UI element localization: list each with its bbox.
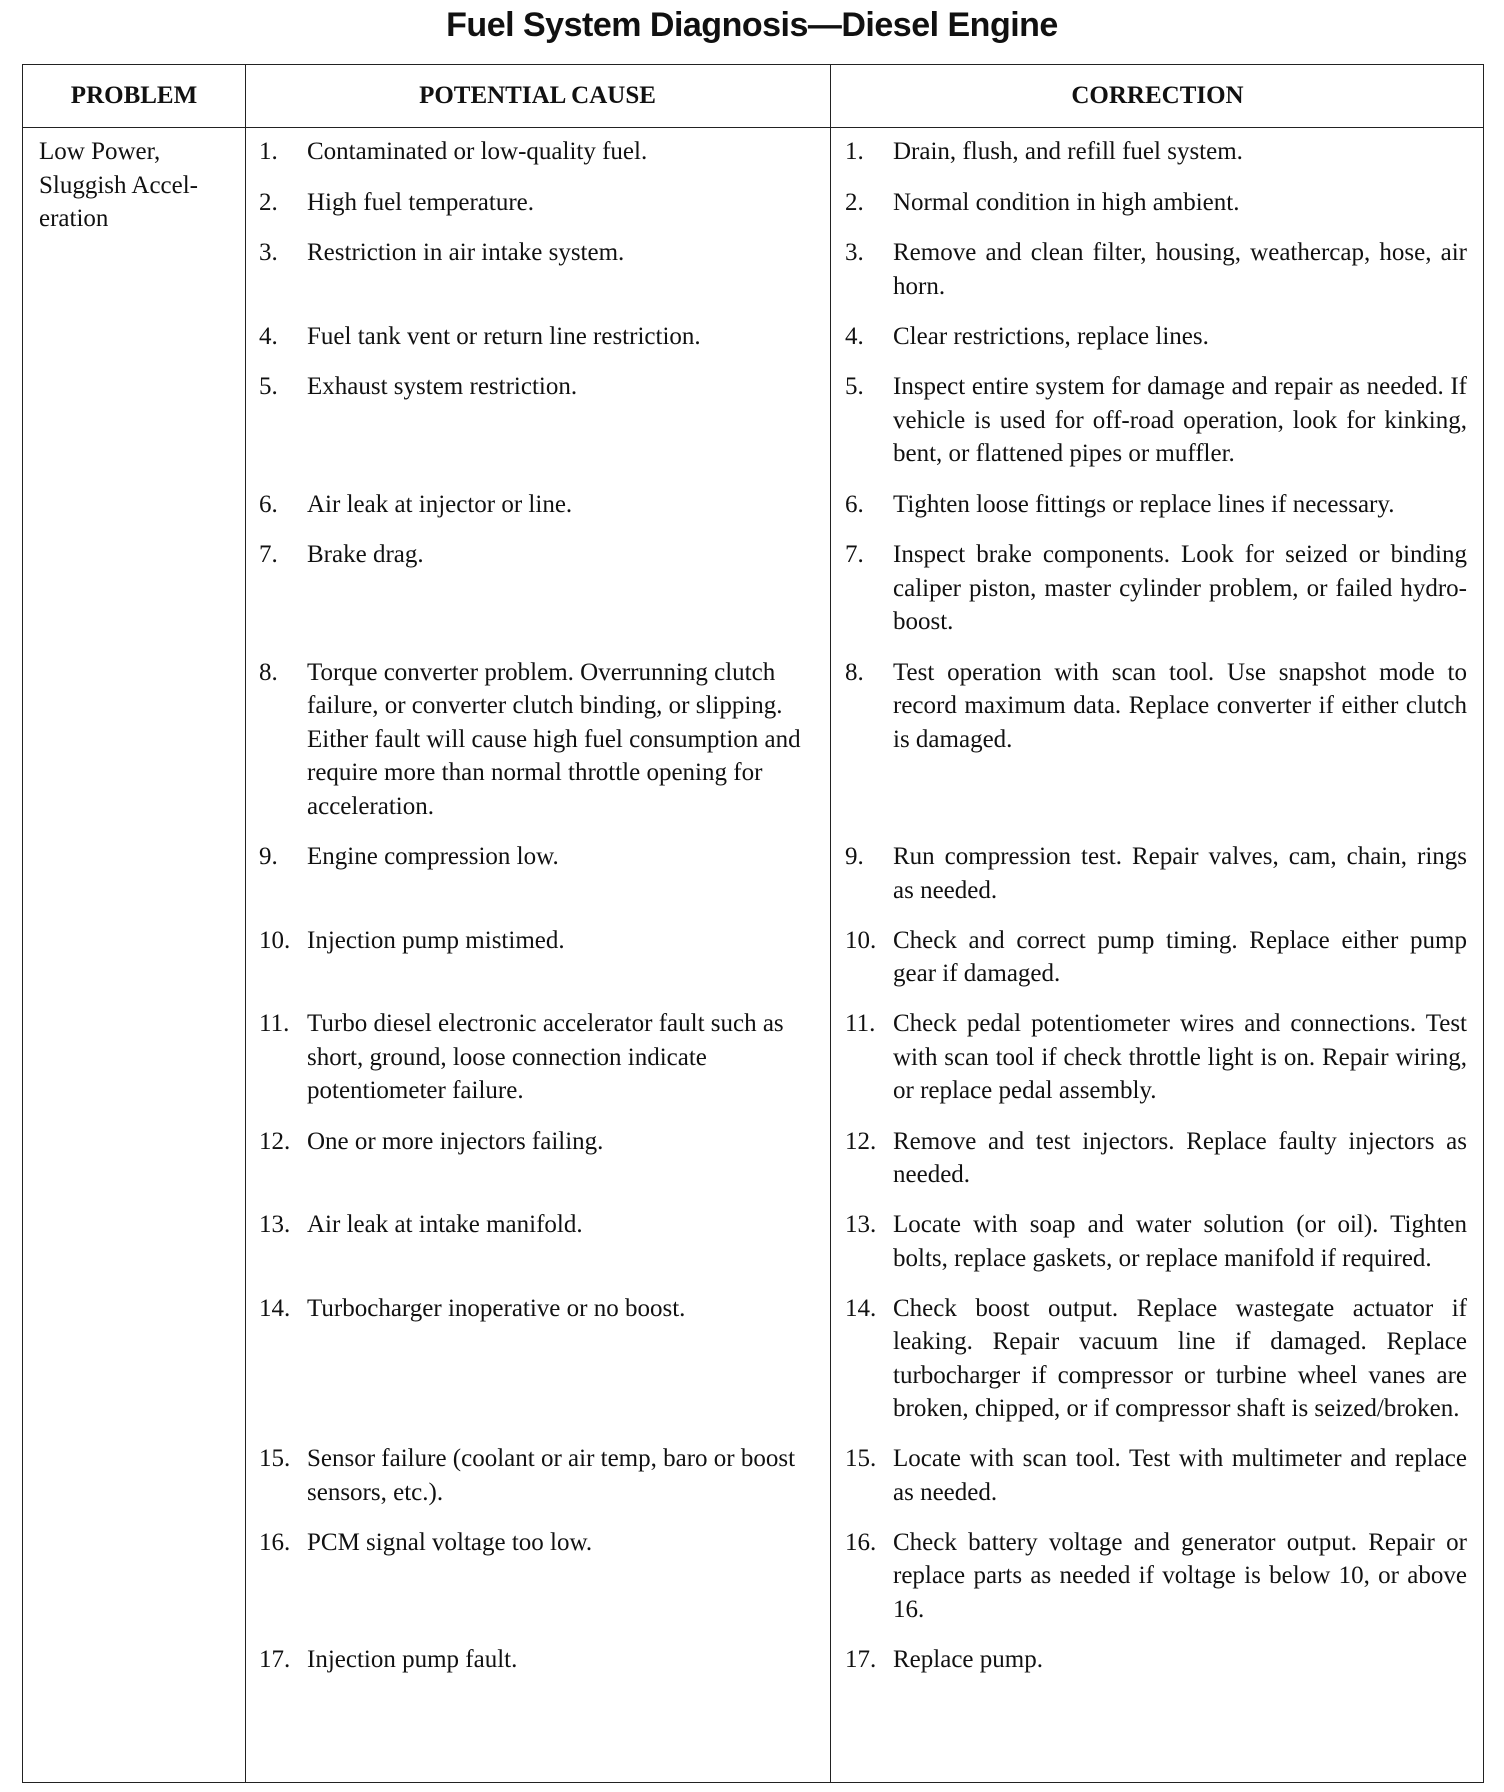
correction-item xyxy=(845,488,1467,522)
correction-number: 8. xyxy=(845,658,864,686)
cause-item xyxy=(259,1208,815,1275)
correction-item xyxy=(845,236,1467,303)
correction-text: Normal condition in high ambient. xyxy=(893,188,1240,216)
correction-text: Clear restrictions, replace lines. xyxy=(893,322,1209,350)
header-divider xyxy=(23,127,1483,128)
correction-number: 11. xyxy=(845,1010,876,1037)
correction-text: Tighten loose fittings or replace lines if necessary. xyxy=(893,490,1395,518)
cause-item xyxy=(259,840,815,907)
cause-number: 15. xyxy=(259,1445,291,1472)
correction-item xyxy=(845,370,1467,471)
cause-item xyxy=(259,1125,815,1192)
cause-text: Air leak at injector or line. xyxy=(307,490,573,518)
correction-text: Remove and test injectors. Replace faulty injectors as needed. xyxy=(893,1127,1467,1189)
cause-item xyxy=(259,186,815,220)
cause-item xyxy=(259,924,815,991)
cause-text: Restriction in air intake system. xyxy=(307,239,625,266)
corrections-column xyxy=(845,135,1467,1694)
diagnosis-table xyxy=(22,64,1484,1783)
cause-number: 8. xyxy=(259,658,278,686)
cause-number: 6. xyxy=(259,490,278,518)
cause-text: Air leak at intake manifold. xyxy=(307,1211,583,1238)
correction-number: 7. xyxy=(845,541,864,568)
correction-text: Inspect entire system for damage and repair as needed. If vehicle is used for off-road operation, look for kinking, bent, or flattened pipes or muffler. xyxy=(893,373,1467,468)
correction-text: Run compression test. Repair valves, cam, chain, rings as needed. xyxy=(893,843,1467,904)
cause-number: 12. xyxy=(259,1127,291,1155)
cause-text: Injection pump fault. xyxy=(307,1646,518,1673)
correction-number: 13. xyxy=(845,1211,877,1238)
cause-item xyxy=(259,538,815,639)
correction-text: Check and correct pump timing. Replace either pump gear if damaged. xyxy=(893,926,1467,988)
header-potential-cause: POTENTIAL CAUSE xyxy=(419,82,656,109)
cause-text: Fuel tank vent or return line restriction. xyxy=(307,322,701,350)
cause-text: PCM signal voltage too low. xyxy=(307,1528,593,1556)
correction-item xyxy=(845,1526,1467,1627)
header-correction: CORRECTION xyxy=(1071,82,1244,109)
cause-number: 10. xyxy=(259,926,291,954)
correction-item xyxy=(845,186,1467,220)
correction-text: Remove and clean filter, housing, weathercap, hose, air horn. xyxy=(893,239,1467,300)
page-title: Fuel System Diagnosis—Diesel Engine xyxy=(446,6,1058,44)
correction-item xyxy=(845,135,1467,169)
cause-item xyxy=(259,236,815,303)
cause-text: Turbo diesel electronic accelerator fault such as short, ground, loose connection indicate potentiometer failure. xyxy=(307,1010,784,1105)
cause-number: 2. xyxy=(259,188,278,216)
cause-number: 17. xyxy=(259,1646,291,1673)
cause-text: Exhaust system restriction. xyxy=(307,373,578,400)
correction-item xyxy=(845,1007,1467,1108)
correction-item xyxy=(845,656,1467,824)
cause-text: Contaminated or low-quality fuel. xyxy=(307,138,648,165)
header-problem: PROBLEM xyxy=(70,82,198,109)
cause-text: High fuel temperature. xyxy=(307,188,534,216)
correction-number: 12. xyxy=(845,1127,877,1155)
correction-number: 6. xyxy=(845,490,864,518)
correction-number: 10. xyxy=(845,926,877,954)
cause-number: 13. xyxy=(259,1211,291,1238)
cause-text: Turbocharger inoperative or no boost. xyxy=(307,1294,686,1322)
correction-item xyxy=(845,1208,1467,1275)
cause-item xyxy=(259,1643,815,1677)
cause-text: Sensor failure (coolant or air temp, baro or boost sensors, etc.). xyxy=(307,1445,796,1506)
correction-text: Replace pump. xyxy=(893,1646,1043,1673)
correction-number: 3. xyxy=(845,239,864,266)
correction-item xyxy=(845,1125,1467,1192)
cause-item xyxy=(259,1292,815,1426)
correction-number: 17. xyxy=(845,1646,877,1673)
cause-number: 3. xyxy=(259,239,278,266)
cause-item xyxy=(259,656,815,824)
cause-item xyxy=(259,320,815,354)
correction-item xyxy=(845,840,1467,907)
cause-number: 9. xyxy=(259,843,278,870)
correction-number: 2. xyxy=(845,188,864,216)
correction-number: 1. xyxy=(845,138,864,165)
correction-text: Inspect brake components. Look for seized or binding caliper piston, master cylinder problem, or failed hydro-boost. xyxy=(893,541,1467,636)
correction-item xyxy=(845,924,1467,991)
correction-number: 16. xyxy=(845,1528,877,1556)
causes-column xyxy=(259,135,815,1694)
cause-text: One or more injectors failing. xyxy=(307,1127,604,1155)
correction-number: 4. xyxy=(845,322,864,350)
correction-number: 5. xyxy=(845,373,864,400)
cause-text: Torque converter problem. Overrunning clutch failure, or converter clutch binding, or slipping. Either fault will cause high fuel consumption and require more than normal throttle opening for acceleration. xyxy=(307,658,801,820)
cause-item xyxy=(259,135,815,169)
column-divider xyxy=(245,65,246,1782)
problem-cell: Low Power, Sluggish Accel- eration xyxy=(39,138,199,233)
cause-number: 5. xyxy=(259,373,278,400)
cause-item xyxy=(259,1526,815,1627)
correction-text: Locate with scan tool. Test with multimeter and replace as needed. xyxy=(893,1445,1467,1506)
correction-text: Locate with soap and water solution (or oil). Tighten bolts, replace gaskets, or replace manifold if required. xyxy=(893,1211,1467,1272)
cause-item xyxy=(259,1442,815,1509)
correction-text: Drain, flush, and refill fuel system. xyxy=(893,138,1243,165)
correction-text: Check boost output. Replace wastegate actuator if leaking. Repair vacuum line if damaged. Replace turbocharger if compressor or turbine wheel vanes are broken, chipped, or if compressor shaft is seized/broken. xyxy=(893,1294,1467,1423)
cause-item xyxy=(259,370,815,471)
cause-item xyxy=(259,488,815,522)
cause-number: 1. xyxy=(259,138,278,165)
correction-number: 14. xyxy=(845,1294,877,1322)
cause-item xyxy=(259,1007,815,1108)
correction-number: 9. xyxy=(845,843,864,870)
cause-number: 7. xyxy=(259,541,278,568)
cause-number: 4. xyxy=(259,322,278,350)
cause-number: 11. xyxy=(259,1010,290,1037)
correction-item xyxy=(845,1442,1467,1509)
correction-item xyxy=(845,1292,1467,1426)
correction-number: 15. xyxy=(845,1445,877,1472)
column-divider xyxy=(830,65,831,1782)
cause-text: Brake drag. xyxy=(307,541,424,568)
correction-text: Test operation with scan tool. Use snapshot mode to record maximum data. Replace converter if either clutch is damaged. xyxy=(893,658,1467,753)
correction-item xyxy=(845,538,1467,639)
cause-number: 16. xyxy=(259,1528,291,1556)
correction-item xyxy=(845,320,1467,354)
correction-text: Check pedal potentiometer wires and connections. Test with scan tool if check throttle light is on. Repair wiring, or replace pedal assembly. xyxy=(893,1010,1467,1105)
cause-number: 14. xyxy=(259,1294,291,1322)
cause-text: Engine compression low. xyxy=(307,843,559,870)
correction-item xyxy=(845,1643,1467,1677)
correction-text: Check battery voltage and generator output. Repair or replace parts as needed if voltage is below 10, or above 16. xyxy=(893,1528,1467,1623)
cause-text: Injection pump mistimed. xyxy=(307,926,565,954)
